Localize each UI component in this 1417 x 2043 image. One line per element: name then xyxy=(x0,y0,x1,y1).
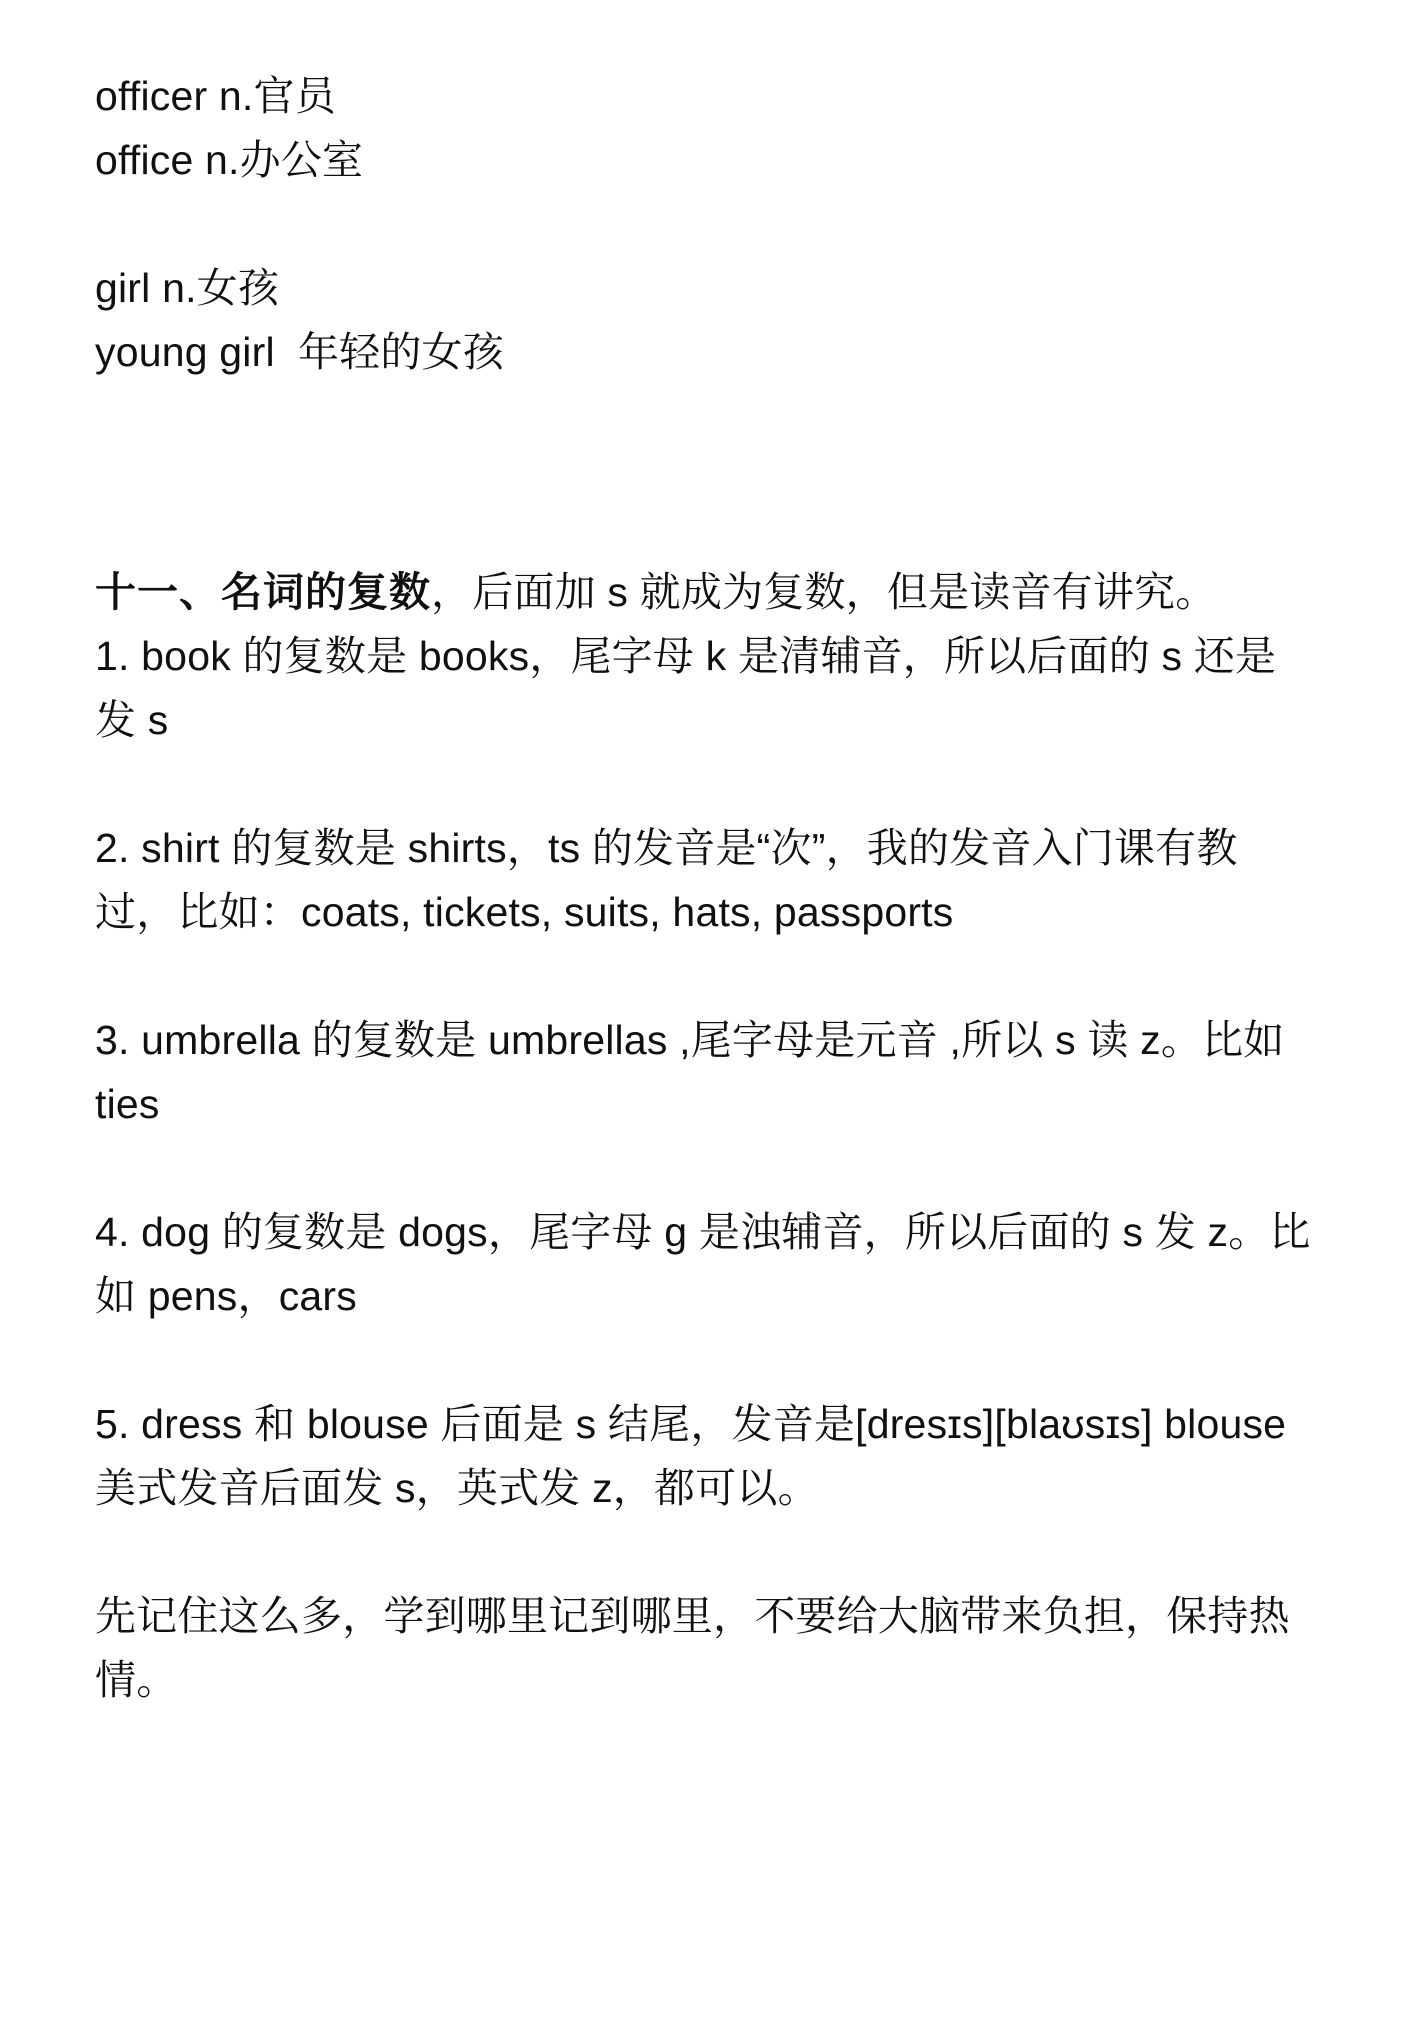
section-spacer xyxy=(95,384,1317,560)
plural-rule-item-4: 4. dog 的复数是 dogs，尾字母 g 是浊辅音，所以后面的 s 发 z。比如 pens，cars xyxy=(95,1209,1311,1319)
vocab-group-spacer xyxy=(95,192,1317,256)
item-spacer-2 xyxy=(95,944,1317,1008)
section-heading-subtitle: ，后面加 s 就成为复数，但是读音有讲究。 xyxy=(431,569,1217,615)
vocab-entry-young-girl: young girl 年轻的女孩 xyxy=(95,329,504,375)
item-spacer-3 xyxy=(95,1136,1317,1200)
section-heading-title: 十一、名词的复数 xyxy=(95,569,431,615)
item-spacer-1 xyxy=(95,752,1317,816)
vocab-entry-girl: girl n.女孩 xyxy=(95,265,280,311)
item-spacer-4 xyxy=(95,1328,1317,1392)
closing-spacer xyxy=(95,1520,1317,1584)
plural-rule-item-5: 5. dress 和 blouse 后面是 s 结尾，发音是[dresɪs][blaʊsɪs] blouse 美式发音后面发 s，英式发 z，都可以。 xyxy=(95,1401,1310,1511)
closing-paragraph: 先记住这么多，学到哪里记到哪里，不要给大脑带来负担，保持热情。 xyxy=(95,1593,1290,1703)
plural-rule-item-1: 1. book 的复数是 books，尾字母 k 是清辅音，所以后面的 s 还是发 s xyxy=(95,633,1277,743)
top-spacer xyxy=(95,0,1317,64)
plural-rule-item-2: 2. shirt 的复数是 shirts，ts 的发音是“次”，我的发音入门课有教过，比如：coats, tickets, suits, hats, passports xyxy=(95,825,1238,935)
vocab-entry-office: office n.办公室 xyxy=(95,137,364,183)
vocab-entry-officer: officer n.官员 xyxy=(95,73,336,119)
section-heading xyxy=(95,560,1317,624)
plural-rule-item-3: 3. umbrella 的复数是 umbrellas ,尾字母是元音 ,所以 s 读 z。比如 ties xyxy=(95,1017,1297,1127)
